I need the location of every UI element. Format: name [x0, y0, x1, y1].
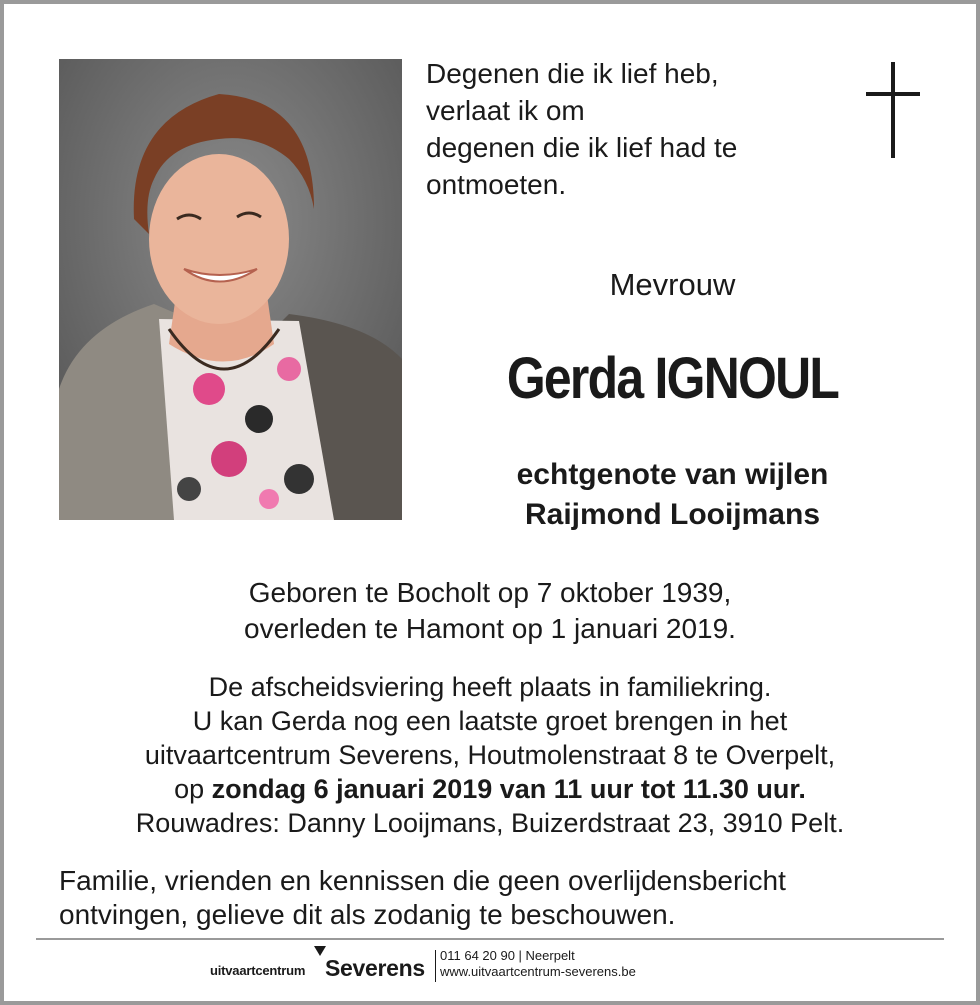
- portrait-photo: [59, 59, 402, 520]
- notice-line: Familie, vrienden en kennissen die geen overlijdensbericht: [59, 865, 786, 896]
- poem-line: ontmoeten.: [426, 169, 567, 200]
- deceased-name: Gerda IGNOUL: [506, 346, 839, 411]
- spouse-line: echtgenote van wijlen: [516, 458, 829, 491]
- brand-prefix: uitvaartcentrum: [210, 963, 306, 978]
- ceremony-line: U kan Gerda nog een laatste groet brengen in het: [192, 706, 788, 736]
- memorial-poem: [426, 55, 826, 203]
- ceremony-date-prefix: op: [174, 774, 212, 804]
- honorific-title: Mevrouw: [609, 267, 736, 302]
- notice-text: [59, 864, 939, 932]
- footer-phone: 011 64 20 90 | Neerpelt: [440, 948, 575, 963]
- cross-icon: [863, 62, 923, 158]
- ceremony-details: [40, 670, 940, 840]
- spouse-name: Raijmond Looijmans: [524, 498, 821, 531]
- footer-contact: [440, 948, 636, 980]
- funeral-home-footer: [210, 946, 730, 986]
- spouse-info: [440, 455, 905, 535]
- poem-line: degenen die ik lief had te: [426, 132, 738, 163]
- poem-line: verlaat ik om: [426, 95, 585, 126]
- brand-name: Severens: [325, 955, 425, 981]
- mourning-address: Rouwadres: Danny Looijmans, Buizerdstraat 23, 3910 Pelt.: [135, 808, 845, 838]
- ceremony-line: uitvaartcentrum Severens, Houtmolenstraat 8 te Overpelt,: [144, 740, 836, 770]
- life-dates: [40, 575, 940, 647]
- ceremony-date-line: [40, 772, 940, 806]
- notice-line: ontvingen, gelieve dit als zodanig te beschouwen.: [59, 899, 676, 930]
- ceremony-line: De afscheidsviering heeft plaats in familiekring.: [208, 672, 772, 702]
- footer-separator: [435, 950, 436, 982]
- birth-date: Geboren te Bocholt op 7 oktober 1939,: [248, 577, 732, 608]
- death-date: overleden te Hamont op 1 januari 2019.: [244, 613, 736, 644]
- poem-line: Degenen die ik lief heb,: [426, 58, 719, 89]
- footer-website[interactable]: www.uitvaartcentrum-severens.be: [440, 964, 636, 979]
- footer-divider: [36, 938, 944, 940]
- ceremony-date-time: zondag 6 januari 2019 van 11 uur tot 11.30 uur.: [211, 774, 806, 804]
